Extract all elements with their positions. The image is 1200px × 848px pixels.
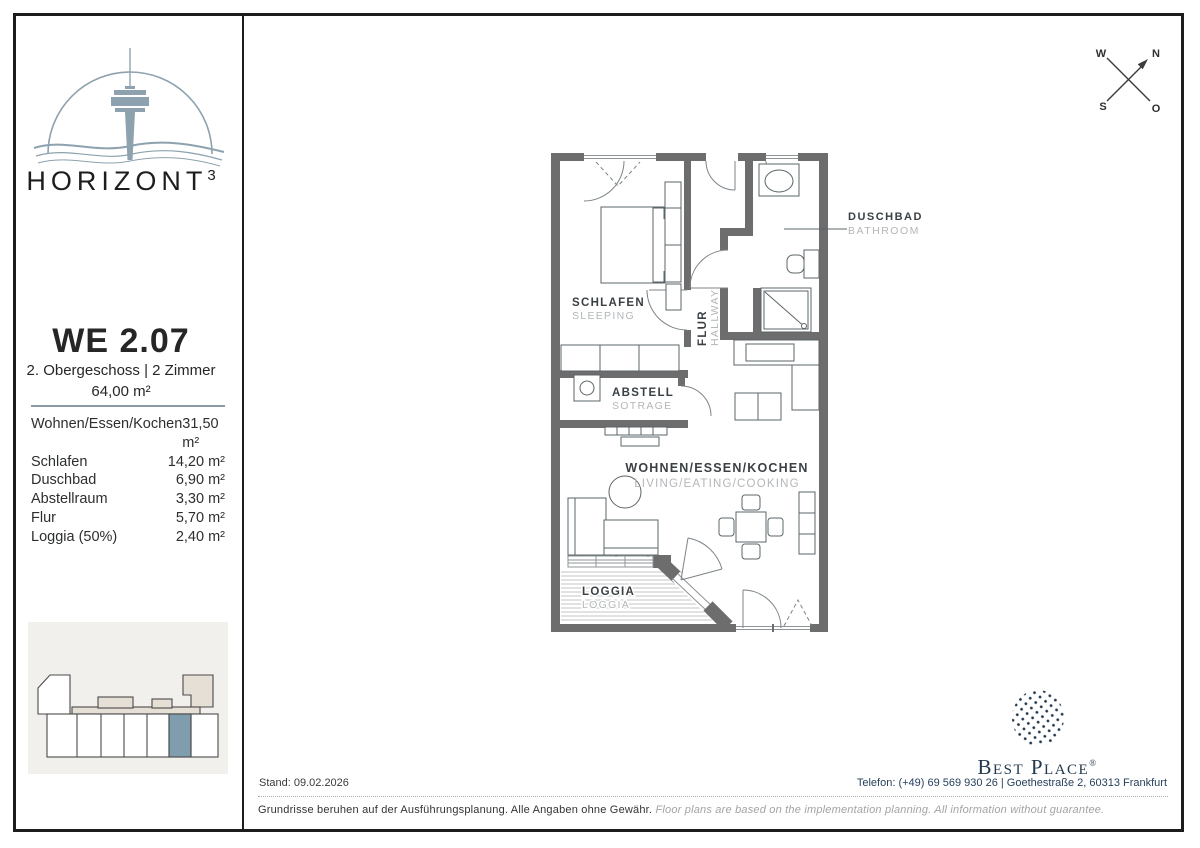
unit-total-area: 64,00 m² <box>91 383 151 400</box>
bed <box>601 207 665 283</box>
room-label-loggia: LOGGIA <box>582 586 636 598</box>
washbasin <box>759 164 799 196</box>
area-value: 3,30 m² <box>175 491 225 508</box>
room-sublabel-duschbad: BATHROOM <box>848 225 920 237</box>
room-label-duschbad: DUSCHBAD <box>848 211 923 223</box>
footer-dotted-divider <box>258 796 1168 797</box>
unit-id: WE 2.07 <box>52 322 190 360</box>
area-value: 14,20 m² <box>167 453 225 470</box>
closet-row <box>561 345 679 371</box>
kitchen-counter <box>734 340 819 420</box>
room-sublabel-wohnen: LIVING/EATING/COOKING <box>634 478 800 490</box>
room-label-wohnen: WOHNEN/ESSEN/KOCHEN <box>625 461 809 475</box>
room-sublabel-flur: HALLWAY <box>709 288 721 346</box>
area-value: 6,90 m² <box>175 472 225 489</box>
room-sublabel-schlafen: SLEEPING <box>572 310 635 322</box>
table-row <box>31 471 225 490</box>
floor-plan-drawing <box>548 140 848 652</box>
area-value: 5,70 m² <box>175 509 225 526</box>
bestplace-logo <box>960 688 1115 780</box>
radiator <box>605 427 667 446</box>
area-value: 31,50 m² <box>182 416 219 451</box>
area-table <box>31 415 225 547</box>
compass-east: O <box>1151 103 1161 114</box>
bestplace-dots-icon <box>1009 688 1067 748</box>
compass-icon <box>1090 36 1170 114</box>
shelf-cabinet <box>799 492 815 554</box>
project-wordmark <box>14 166 228 197</box>
building-keyplan <box>28 622 228 774</box>
table-row <box>31 490 225 509</box>
highlighted-unit <box>169 714 191 757</box>
shower <box>761 288 811 332</box>
area-label: Loggia (50%) <box>31 528 118 545</box>
toilet <box>787 250 819 278</box>
table-row <box>31 415 225 453</box>
bestplace-wordmark: Best Place® <box>977 755 1098 779</box>
compass-south: S <box>1099 101 1107 113</box>
sofa <box>568 498 658 555</box>
table-row <box>31 528 225 547</box>
area-label: Wohnen/Essen/Kochen <box>31 416 183 432</box>
plan-date: Stand: 09.02.2026 <box>259 777 349 789</box>
compass-west: W <box>1095 48 1107 60</box>
horizont-logo-icon <box>28 42 228 168</box>
room-label-schlafen: SCHLAFEN <box>572 297 646 309</box>
area-label: Flur <box>31 509 56 526</box>
duschbad-callout <box>848 210 923 238</box>
table-row <box>31 453 225 472</box>
wordmark-text: HORIZONT <box>26 166 208 196</box>
area-label: Schlafen <box>31 453 88 470</box>
disclaimer-english: Floor plans are based on the implementation planning. All information without guarantee. <box>655 804 1105 816</box>
room-sublabel-abstell: SOTRAGE <box>612 400 673 412</box>
room-label-flur: FLUR <box>697 310 709 346</box>
table-row <box>31 509 225 528</box>
compass-north: N <box>1152 48 1160 60</box>
wardrobe <box>665 182 681 310</box>
contact-info: Telefon: (+49) 69 569 930 26 | Goethestraße 2, 60313 Frankfurt <box>856 777 1167 789</box>
wordmark-exponent: 3 <box>207 167 216 184</box>
washing-machine <box>574 375 600 401</box>
unit-subtitle: 2. Obergeschoss | 2 Zimmer <box>26 362 216 379</box>
area-label: Abstellraum <box>31 491 108 508</box>
room-sublabel-loggia: LOGGIA <box>582 599 631 611</box>
sidebar-divider-line <box>242 13 244 832</box>
area-value: 2,40 m² <box>175 528 225 545</box>
disclaimer-german: Grundrisse beruhen auf der Ausführungsplanung. Alle Angaben ohne Gewähr. <box>258 804 656 816</box>
dining-table <box>719 495 783 559</box>
registered-mark: ® <box>1089 758 1098 768</box>
north-arrow <box>1138 59 1148 69</box>
area-label: Duschbad <box>31 472 97 489</box>
area-table-divider <box>31 405 225 407</box>
room-label-abstell: ABSTELL <box>612 387 675 399</box>
disclaimer <box>258 804 1173 816</box>
